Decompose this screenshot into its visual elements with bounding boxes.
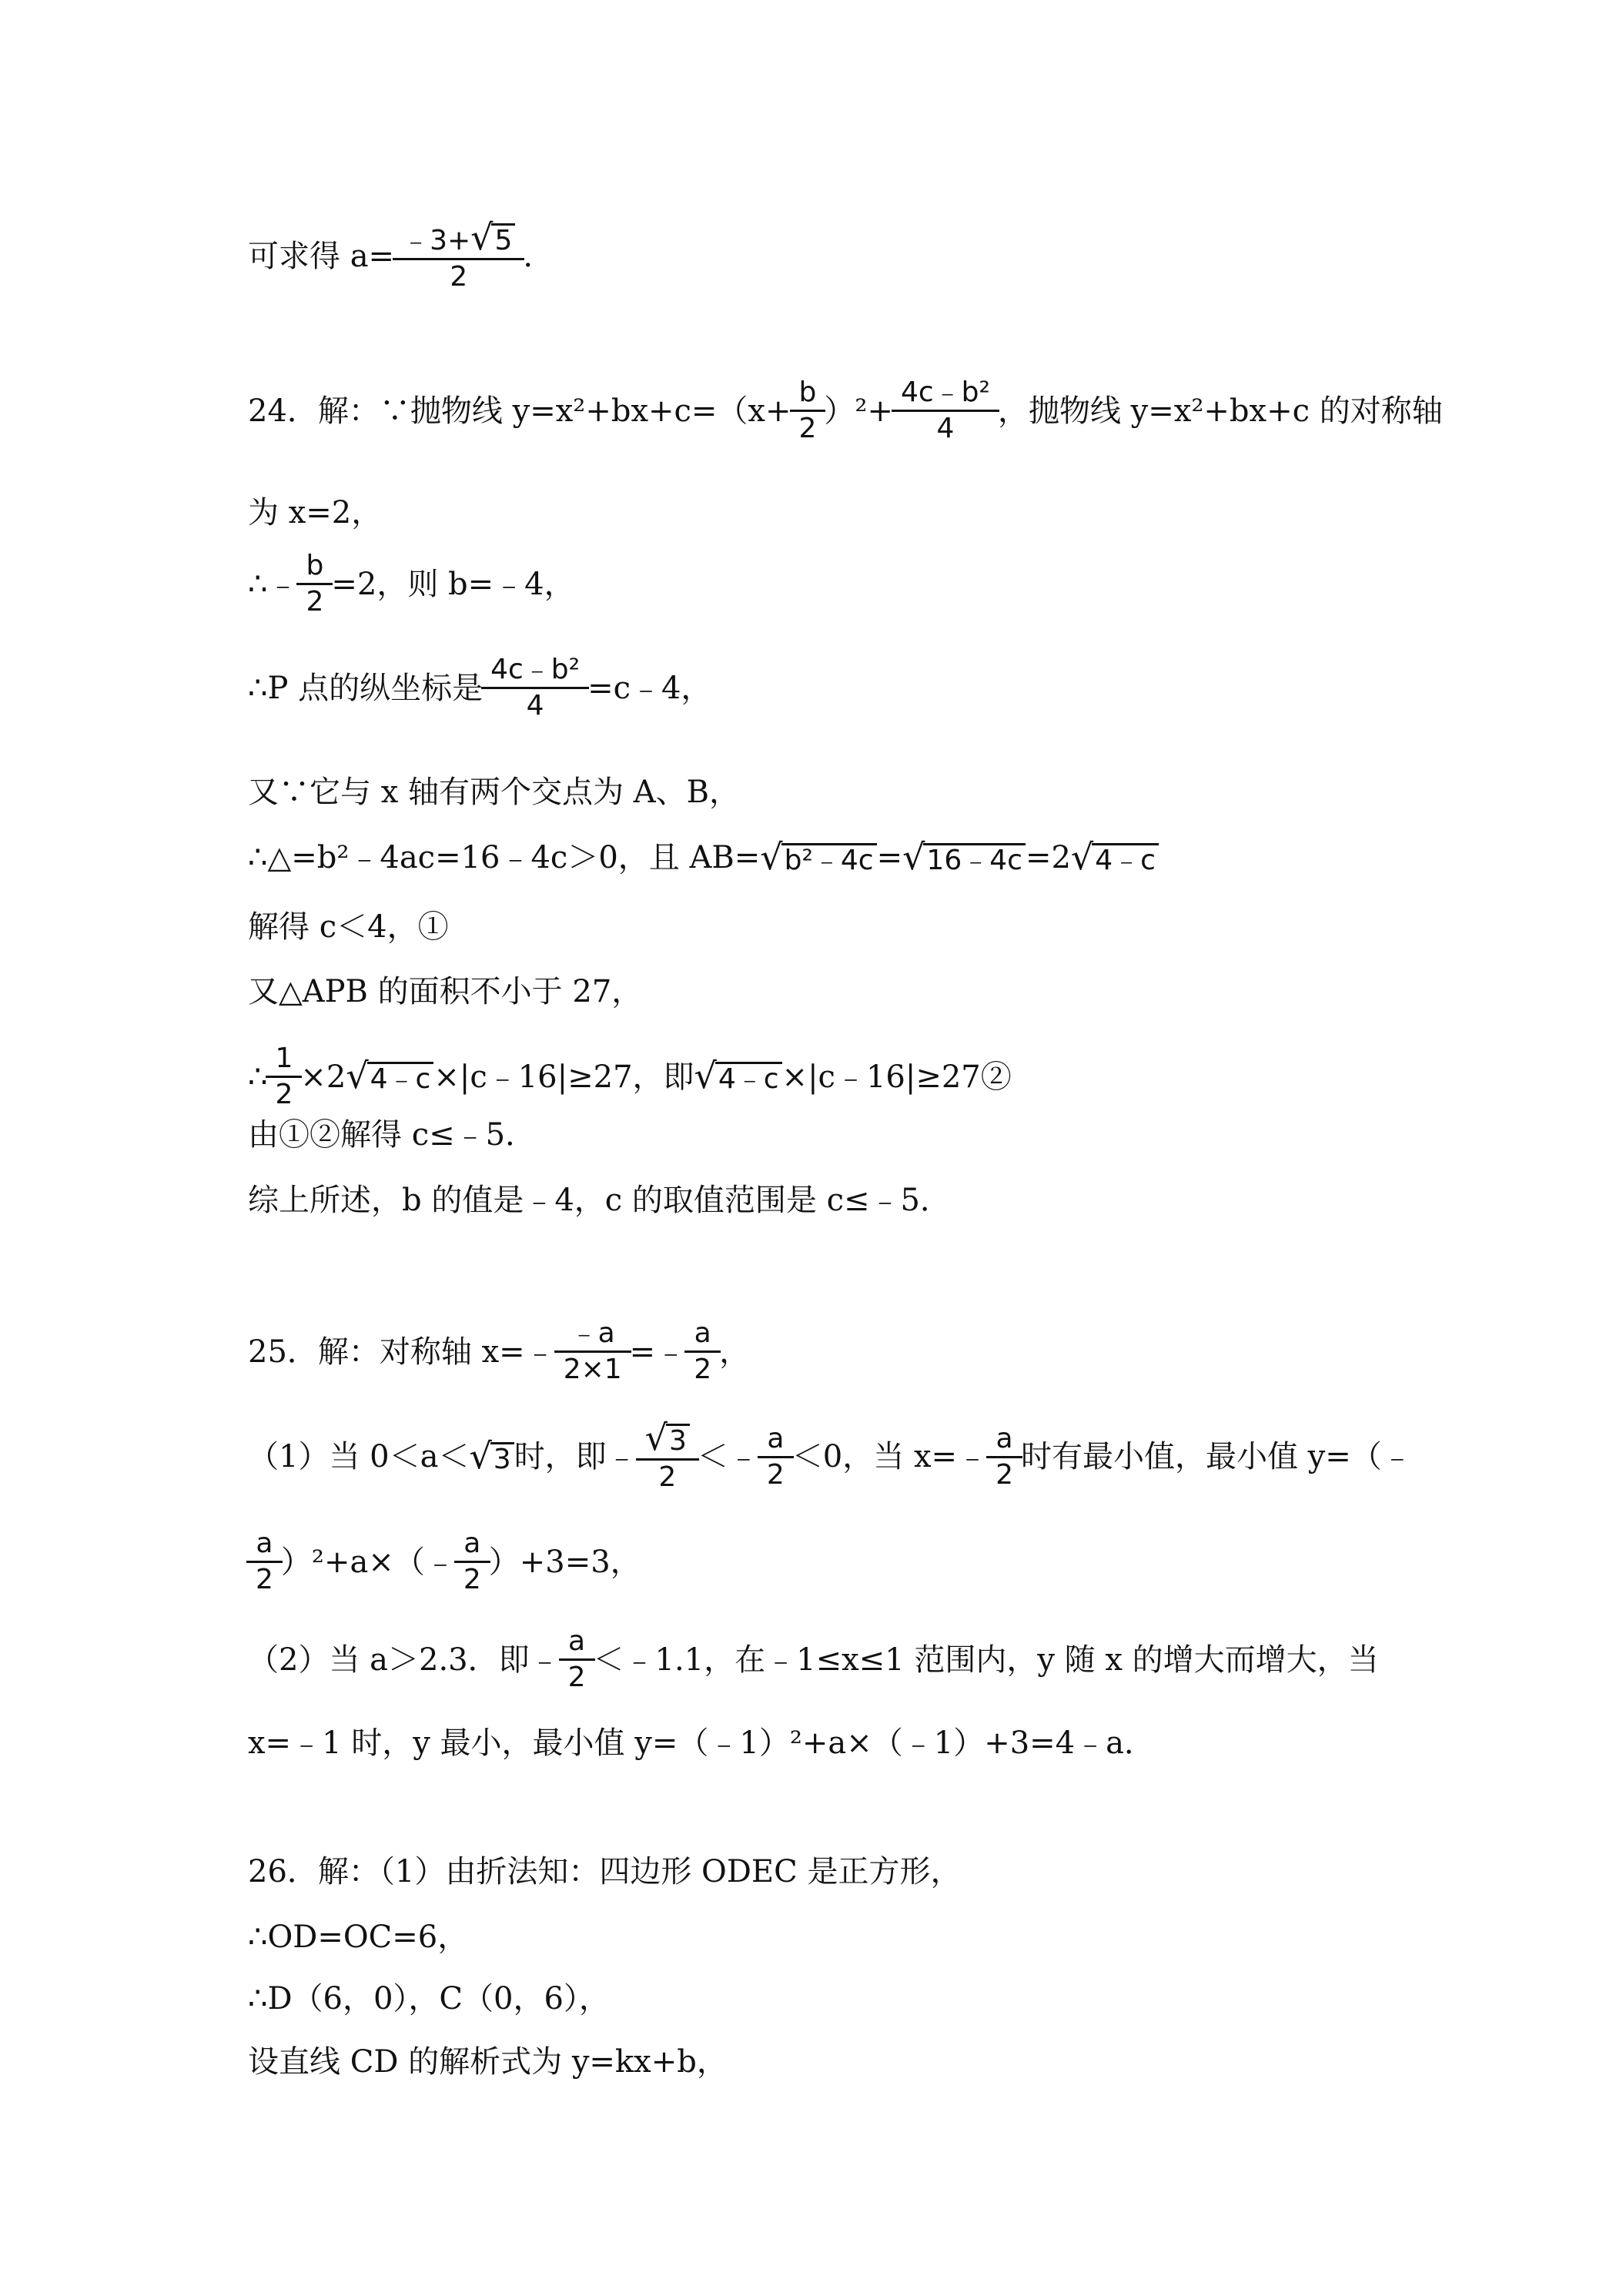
sqrt: √ 4﹣c bbox=[1071, 840, 1159, 876]
line-21 bbox=[248, 2043, 728, 2080]
line-3 bbox=[248, 494, 382, 531]
numerator: a bbox=[996, 1422, 1013, 1454]
text: ∴△=b²﹣4ac=16﹣4c＞0，且 AB= bbox=[248, 840, 761, 875]
line-17 bbox=[248, 1725, 1155, 1762]
numerator: a bbox=[694, 1317, 711, 1349]
line-8 bbox=[248, 909, 449, 946]
text: 解得 c＜4，① bbox=[248, 909, 449, 945]
line-4 bbox=[248, 551, 575, 618]
text: 24．解：∵抛物线 y=x²+bx+c=（x+ bbox=[248, 393, 791, 429]
line-15 bbox=[248, 1528, 641, 1595]
denominator: 2 bbox=[684, 1350, 721, 1385]
fraction bbox=[795, 377, 822, 444]
denominator: 2 bbox=[296, 583, 333, 618]
fraction bbox=[559, 1318, 627, 1385]
text: . bbox=[523, 239, 534, 274]
text: ∴ bbox=[248, 1059, 268, 1095]
line-12 bbox=[248, 1182, 951, 1219]
text: =2 bbox=[1025, 840, 1071, 875]
sqrt: √ 16﹣4c bbox=[902, 840, 1026, 876]
text: =﹣ bbox=[629, 1334, 687, 1370]
fraction bbox=[689, 1318, 716, 1385]
text: x=﹣1 时，y 最小，最小值 y=（﹣1）²+a×（﹣1）+3=4﹣a． bbox=[248, 1725, 1155, 1761]
numerator: a bbox=[767, 1422, 785, 1454]
text: ）²+ bbox=[824, 393, 893, 429]
line-14 bbox=[248, 1417, 1413, 1493]
sqrt: √ b²﹣4c bbox=[760, 840, 876, 876]
text: （2）当 a＞2.3．即﹣ bbox=[248, 1642, 561, 1678]
numerator: ﹣3+ bbox=[402, 225, 471, 256]
line-20 bbox=[248, 1980, 610, 2017]
fraction bbox=[270, 1043, 297, 1110]
sqrt: √ 3 bbox=[469, 1439, 514, 1475]
text: 26．解：（1）由折法知：四边形 ODEC 是正方形， bbox=[248, 1854, 962, 1889]
denominator: 2 bbox=[790, 410, 826, 444]
fraction bbox=[564, 1626, 591, 1693]
denominator: 2 bbox=[266, 1076, 302, 1110]
text: 又∵它与 x 轴有两个交点为 A、B， bbox=[248, 775, 740, 810]
fraction bbox=[301, 551, 328, 618]
line-16 bbox=[248, 1626, 1379, 1693]
sqrt: √ 4﹣c bbox=[346, 1059, 433, 1095]
fraction bbox=[251, 1528, 278, 1595]
sqrt: √ 4﹣c bbox=[694, 1059, 782, 1095]
text: 由①②解得 c≤﹣5． bbox=[248, 1117, 537, 1153]
denominator: 2 bbox=[559, 1658, 595, 1693]
text: ＜﹣ bbox=[697, 1439, 759, 1474]
text: ＜0，当 x=﹣ bbox=[791, 1439, 989, 1474]
denominator: 2 bbox=[758, 1456, 794, 1491]
text: ∴﹣ bbox=[248, 566, 299, 602]
fraction bbox=[762, 1424, 789, 1491]
fraction bbox=[397, 216, 520, 293]
line-13 bbox=[248, 1318, 750, 1385]
text: ）²+a×（﹣ bbox=[280, 1544, 456, 1580]
text: 综上所述，b 的值是﹣4，c 的取值范围是 c≤﹣5． bbox=[248, 1183, 951, 1218]
line-5 bbox=[248, 654, 711, 721]
sqrt: √ 3 bbox=[645, 1421, 690, 1457]
denominator: 2 bbox=[986, 1456, 1022, 1491]
numerator: ﹣a bbox=[570, 1317, 615, 1349]
text: 设直线 CD 的解析式为 y=kx+b， bbox=[248, 2044, 728, 2080]
sqrt: √ 5 bbox=[470, 220, 515, 256]
line-6 bbox=[248, 774, 740, 811]
fraction bbox=[486, 654, 584, 721]
text: = bbox=[876, 840, 903, 875]
text: （1）当 0＜a＜ bbox=[248, 1439, 470, 1474]
text: 时，即﹣ bbox=[514, 1439, 637, 1474]
denominator: 2×1 bbox=[554, 1350, 631, 1385]
text: ∴D（6，0），C（0，6）， bbox=[248, 1981, 610, 2017]
numerator: b bbox=[798, 377, 817, 408]
numerator: 4c﹣b² bbox=[900, 377, 990, 408]
denominator: 4 bbox=[481, 687, 589, 721]
line-7 bbox=[248, 835, 1159, 878]
text: 可求得 a= bbox=[248, 239, 395, 274]
fraction bbox=[641, 1417, 694, 1493]
text: ×2 bbox=[300, 1059, 346, 1095]
numerator: b bbox=[306, 550, 324, 581]
numerator: a bbox=[463, 1528, 481, 1559]
line-11 bbox=[248, 1116, 536, 1153]
text: ×|c﹣16|≥27，即 bbox=[433, 1059, 694, 1095]
text: ）+3=3， bbox=[488, 1544, 641, 1580]
denominator: 2 bbox=[454, 1561, 490, 1595]
numerator: a bbox=[256, 1528, 273, 1559]
text: ＜﹣1.1，在﹣1≤x≤1 范围内，y 随 x 的增大而增大，当 bbox=[593, 1642, 1379, 1678]
line-19 bbox=[248, 1919, 468, 1956]
numerator: 4c﹣b² bbox=[490, 654, 581, 685]
line-1 bbox=[248, 216, 534, 293]
fraction bbox=[459, 1528, 486, 1595]
line-18 bbox=[248, 1853, 961, 1890]
denominator: 2 bbox=[393, 258, 524, 293]
numerator: a bbox=[568, 1625, 586, 1657]
text: ∴P 点的纵坐标是 bbox=[248, 670, 484, 706]
text: ，抛物线 y=x²+bx+c 的对称轴 bbox=[997, 393, 1443, 429]
text: =c﹣4， bbox=[587, 670, 712, 706]
text: 时有最小值，最小值 y=（﹣ bbox=[1020, 1439, 1413, 1474]
numerator: 1 bbox=[275, 1043, 293, 1074]
text: ， bbox=[719, 1334, 751, 1370]
denominator: 4 bbox=[892, 410, 999, 444]
line-10 bbox=[248, 1043, 1012, 1110]
text: 为 x=2， bbox=[248, 495, 383, 530]
text: =2，则 b=﹣4， bbox=[331, 566, 575, 602]
fraction bbox=[896, 377, 995, 444]
denominator: 2 bbox=[636, 1458, 699, 1493]
text: 25．解：对称轴 x=﹣ bbox=[248, 1334, 556, 1370]
line-2 bbox=[248, 377, 1443, 444]
fraction bbox=[991, 1424, 1018, 1491]
denominator: 2 bbox=[246, 1561, 283, 1595]
text: ×|c﹣16|≥27② bbox=[781, 1059, 1012, 1095]
text: ∴OD=OC=6， bbox=[248, 1919, 469, 1955]
text: 又△APB 的面积不小于 27， bbox=[248, 974, 643, 1009]
line-9 bbox=[248, 973, 642, 1010]
